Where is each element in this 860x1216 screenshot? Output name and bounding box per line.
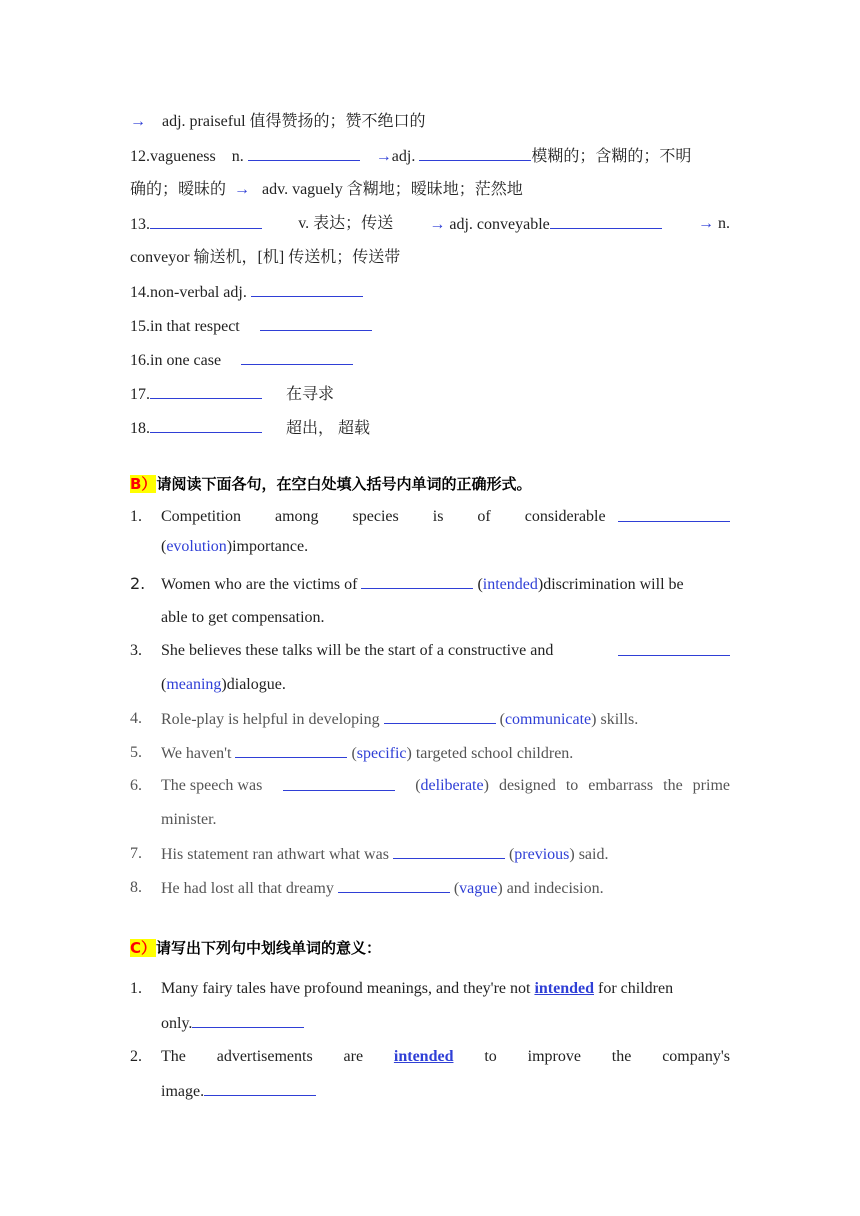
- item-13-line2: [130, 246, 730, 270]
- answer-blank[interactable]: [618, 639, 730, 656]
- sentence-text: Competition among species is of considerable: [161, 508, 606, 525]
- item-12-pos: n.: [231, 148, 244, 165]
- hint-word: previous: [514, 846, 570, 863]
- answer-blank[interactable]: [419, 144, 531, 161]
- item-15-text: 15.in that respect: [130, 318, 240, 335]
- underlined-word: intended: [393, 1048, 454, 1065]
- item-number: 3.: [130, 642, 142, 659]
- sentence-text: The speech was: [161, 777, 263, 794]
- item-number: 2.: [130, 1048, 142, 1065]
- sentence-text: ) said.: [569, 846, 609, 863]
- section-b-label: B）: [130, 475, 157, 493]
- item-17-num: 17.: [130, 386, 150, 403]
- item-18-line: [130, 416, 730, 441]
- item-number: 1.: [130, 980, 142, 997]
- hint-word: evolution: [166, 538, 227, 555]
- item-number: 7.: [130, 845, 142, 862]
- answer-blank[interactable]: [204, 1079, 316, 1096]
- item-number: 2.: [130, 574, 146, 593]
- answer-blank[interactable]: [150, 382, 262, 399]
- answer-blank[interactable]: [150, 416, 262, 433]
- sentence-text: We haven't: [161, 745, 232, 762]
- item-13-line1: [130, 212, 730, 237]
- answer-blank[interactable]: [192, 1011, 304, 1028]
- item-number: 1.: [130, 508, 142, 525]
- item-number: 5.: [130, 744, 142, 761]
- item-16-line: [130, 348, 730, 373]
- sentence-text: Women who are the victims of: [161, 576, 358, 593]
- item-12-adj: adj.: [391, 148, 416, 165]
- section-c-heading: [130, 936, 730, 960]
- arrow-icon: →: [697, 215, 714, 232]
- sentence-text: ) skills.: [591, 711, 639, 728]
- answer-blank[interactable]: [241, 348, 353, 365]
- arrow-icon: →: [234, 181, 251, 198]
- item-17-meaning: 在寻求: [286, 386, 335, 403]
- sentence-text: minister.: [161, 811, 217, 828]
- section-b-heading: [130, 472, 730, 496]
- underlined-word: intended: [534, 980, 595, 997]
- item-12-adv: adv. vaguely 含糊地；暧昧地；茫然地: [262, 181, 523, 198]
- answer-blank[interactable]: [283, 774, 395, 791]
- sentence-text: ) targeted school children.: [406, 745, 574, 762]
- answer-blank[interactable]: [361, 572, 473, 589]
- b-item-1-line1: [161, 505, 730, 529]
- praiseful-line: [130, 110, 730, 134]
- sentence-text: image.: [161, 1083, 205, 1100]
- sentence-text: )discrimination will be: [537, 576, 684, 593]
- item-13-conveyor: conveyor 输送机，[机] 传送机；传送带: [130, 249, 401, 266]
- sentence-text: Role-play is helpful in developing: [161, 711, 380, 728]
- answer-blank[interactable]: [618, 505, 730, 522]
- item-12-line1: [130, 144, 730, 169]
- sentence-text: He had lost all that dreamy: [161, 880, 334, 897]
- item-number: 4.: [130, 710, 142, 727]
- item-15-line: [130, 314, 730, 339]
- answer-blank[interactable]: [235, 741, 347, 758]
- section-b-title: 请阅读下面各句，在空白处填入括号内单词的正确形式。: [156, 475, 532, 493]
- item-13-pos: v. 表达；传送: [298, 215, 394, 232]
- hint-word: deliberate: [420, 777, 484, 794]
- answer-blank[interactable]: [550, 212, 662, 229]
- sentence-text: for children: [598, 980, 674, 997]
- hint-word: intended: [482, 576, 538, 593]
- item-17-line: [130, 382, 730, 407]
- praiseful-text: adj. praiseful 值得赞扬的；赞不绝口的: [162, 113, 426, 130]
- hint-word: communicate: [504, 711, 592, 728]
- hint-word: vague: [459, 880, 498, 897]
- answer-blank[interactable]: [384, 707, 496, 724]
- item-12-line2: [130, 178, 730, 202]
- sentence-text: His statement ran athwart what was: [161, 846, 389, 863]
- sentence-text: only.: [161, 1015, 193, 1032]
- item-13-n: n.: [717, 215, 730, 232]
- item-18-meaning: 超出， 超载: [286, 420, 371, 437]
- section-c-label: C）: [130, 939, 157, 957]
- sentence-text: ) and indecision.: [497, 880, 604, 897]
- item-12-meaning-cont: 确的；暧昧的: [130, 181, 227, 198]
- hint-word: specific: [356, 745, 407, 762]
- item-12-word: 12.vagueness: [130, 148, 216, 165]
- sentence-text: Many fairy tales have profound meanings, and they're not: [161, 980, 531, 997]
- item-number: 8.: [130, 879, 142, 896]
- hint-word: meaning: [166, 676, 222, 693]
- sentence-text: She believes these talks will be the start of a constructive and: [161, 642, 554, 659]
- item-18-num: 18.: [130, 420, 150, 437]
- item-13-num: 13.: [130, 216, 150, 233]
- answer-blank[interactable]: [248, 144, 360, 161]
- answer-blank[interactable]: [393, 842, 505, 859]
- arrow-icon: →: [375, 148, 392, 165]
- arrow-icon: →: [130, 113, 146, 130]
- item-14-text: 14.non-verbal adj.: [130, 284, 247, 301]
- answer-blank[interactable]: [251, 280, 363, 297]
- section-c-title: 请写出下列句中划线单词的意义：: [156, 939, 382, 957]
- item-12-meaning: 模糊的；含糊的；不明: [531, 148, 692, 165]
- sentence-text: ) designed to embarrass the prime: [483, 777, 730, 794]
- item-number: 6.: [130, 777, 142, 794]
- answer-blank[interactable]: [150, 212, 262, 229]
- arrow-icon: →: [429, 216, 446, 233]
- item-13-adj: adj. conveyable: [449, 216, 550, 233]
- answer-blank[interactable]: [260, 314, 372, 331]
- sentence-text: able to get compensation.: [161, 609, 325, 626]
- answer-blank[interactable]: [338, 876, 450, 893]
- sentence-text: )importance.: [226, 538, 309, 555]
- item-16-text: 16.in one case: [130, 352, 222, 369]
- item-14-line: [130, 280, 730, 305]
- sentence-text: )dialogue.: [221, 676, 286, 693]
